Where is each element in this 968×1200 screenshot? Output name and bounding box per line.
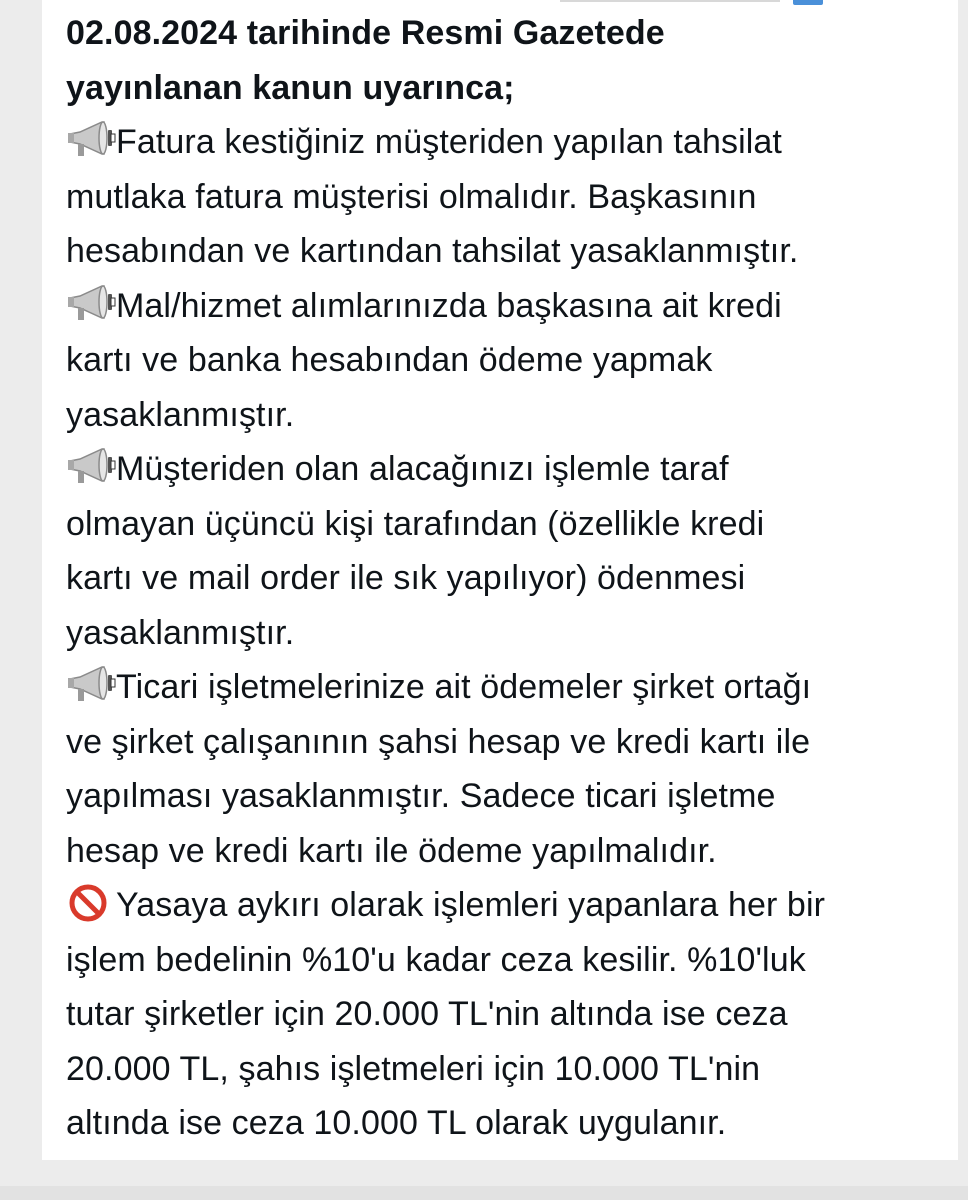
list-item-line: mutlaka fatura müşterisi olmalıdır. Başkasının (66, 177, 757, 216)
list-item-line: tutar şirketler için 20.000 TL'nin altında ise ceza (66, 995, 788, 1033)
list-item (66, 660, 956, 715)
megaphone-icon (66, 447, 116, 487)
list-item-line: kartı ve mail order ile sık yapılıyor) ödenmesi (66, 559, 746, 597)
top-divider (560, 0, 780, 2)
bottom-bar (0, 1186, 968, 1200)
list-item-line: hesabından ve kartından tahsilat yasaklanmıştır. (66, 232, 799, 270)
top-accent-bar (793, 0, 823, 5)
list-item-line: altında ise ceza 10.000 TL olarak uygulanır. (66, 1104, 727, 1142)
list-item-text: Mal/hizmet alımlarınızda başkasına ait kredi (116, 286, 782, 325)
list-item-line: hesap ve kredi kartı ile ödeme yapılmalıdır. (66, 831, 717, 870)
post-heading-line-2: yayınlanan kanun uyarınca; (66, 68, 515, 107)
list-item-line: kartı ve banka hesabından ödeme yapmak (66, 341, 713, 379)
list-item-line: yapılması yasaklanmıştır. Sadece ticari işletme (66, 777, 776, 815)
megaphone-icon (66, 665, 116, 705)
list-item-text: Müşteriden olan alacağınızı işlemle taraf (116, 450, 729, 488)
megaphone-icon (66, 284, 116, 324)
list-item-text: Ticari işletmelerinize ait ödemeler şirket ortağı (116, 668, 812, 706)
list-item (66, 442, 956, 497)
list-item-line: işlem bedelinin %10'u kadar ceza kesilir. %10'luk (66, 940, 806, 979)
list-item (66, 279, 956, 334)
list-item-line: 20.000 TL, şahıs işletmeleri için 10.000 TL'nin (66, 1049, 761, 1088)
list-item (66, 878, 956, 933)
list-item-line: yasaklanmıştır. (66, 613, 295, 652)
list-item-line: yasaklanmıştır. (66, 395, 295, 434)
list-item (66, 115, 956, 170)
post-heading-line-1: 02.08.2024 tarihinde Resmi Gazetede (66, 14, 665, 52)
post-text (66, 6, 956, 1151)
list-item-line: olmayan üçüncü kişi tarafından (özellikle kredi (66, 504, 765, 543)
list-item-line: ve şirket çalışanının şahsi hesap ve kredi kartı ile (66, 722, 811, 761)
list-item-text: Fatura kestiğiniz müşteriden yapılan tahsilat (116, 123, 782, 161)
prohibited-icon (66, 883, 116, 923)
megaphone-icon (66, 120, 116, 160)
list-item-text: Yasaya aykırı olarak işlemleri yapanlara her bir (116, 886, 826, 924)
